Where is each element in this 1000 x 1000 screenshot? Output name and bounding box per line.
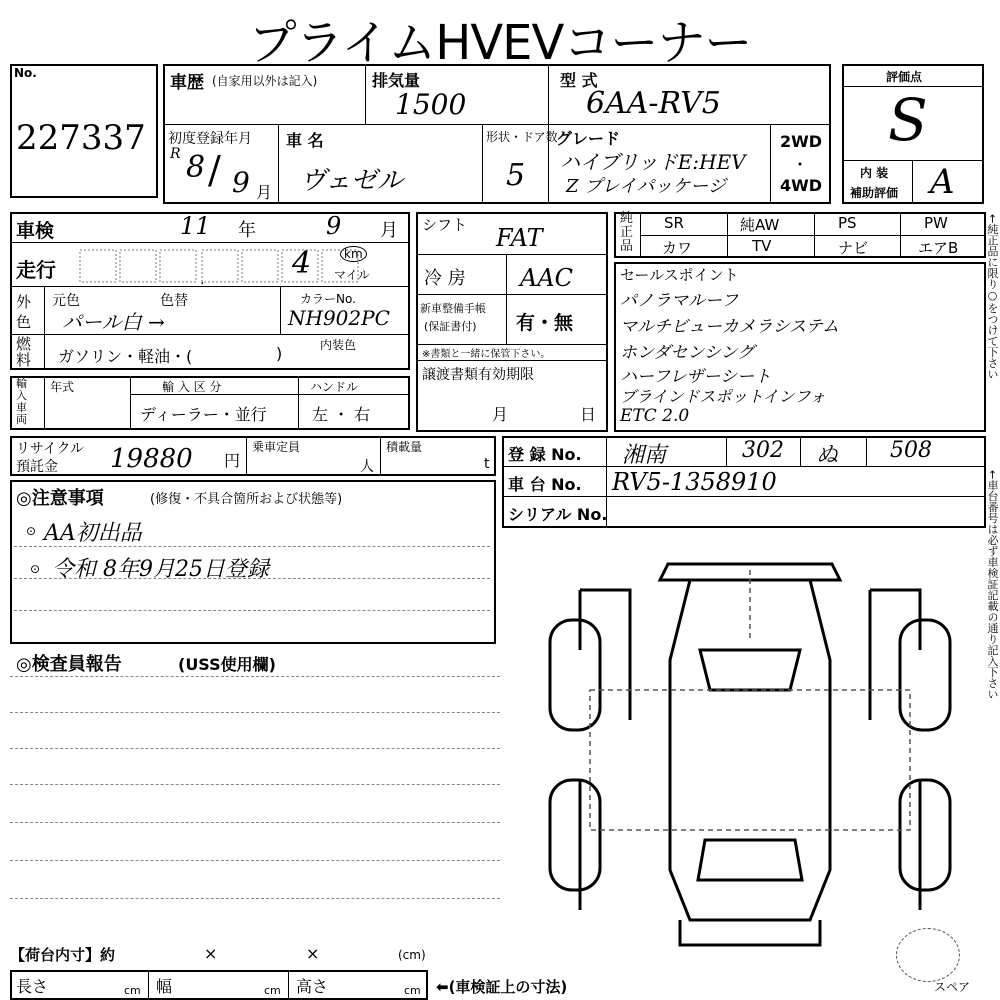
spare-label: スペア (934, 980, 971, 994)
dim-height-label: 高さ (296, 977, 329, 996)
mileage-digit: 4 (292, 246, 312, 281)
lot-number: 227337 (16, 118, 146, 158)
spare-tire-circle (896, 928, 960, 982)
caution-line-2: 令和 8年9月25日登録 (52, 557, 269, 582)
equip-pw: PW (924, 214, 948, 232)
caution-line-1: AA初出品 (44, 521, 142, 546)
handle-label: ハンドル (310, 380, 359, 394)
dim-width-label: 幅 (156, 977, 173, 996)
car-name-label: 車 名 (286, 131, 324, 150)
registration-kana: ぬ (816, 443, 839, 468)
chassis-label: 車 台 No. (508, 475, 582, 494)
sales-point-5: ブラインドスポットインフォ (620, 387, 826, 406)
recycle-value: 19880 (110, 444, 193, 474)
transfer-day: 日 (580, 405, 597, 424)
interior-label-1: 内 装 (860, 166, 889, 180)
recycle-unit: 円 (224, 451, 241, 470)
color-orig-label: 元色 (52, 293, 80, 309)
inspection-year-unit: 年 (238, 220, 256, 241)
drive-2wd: 2WD (780, 132, 823, 151)
recycle-label-2: 預託金 (16, 459, 58, 475)
equip-ps: PS (838, 214, 857, 232)
model-label: 型 式 (560, 71, 598, 90)
fuel-label: 燃料 (16, 335, 32, 369)
dim-length-label: 長さ (16, 977, 49, 996)
displacement-label: 排気量 (372, 71, 421, 90)
fuel-close: ) (276, 344, 283, 363)
sales-point-3: ホンダセンシング (620, 343, 755, 363)
import-class-options: ディーラー・並行 (140, 405, 267, 424)
cargo-unit: (cm) (398, 948, 426, 962)
color-change-label: 色替 (160, 293, 188, 309)
first-reg-year: 8 (186, 150, 206, 185)
inspection-label: 車検 (16, 220, 55, 242)
import-year-label: 年式 (50, 380, 75, 394)
doors-label: 形状・ドア数 (486, 130, 558, 144)
equip-aw: 純AW (740, 216, 780, 234)
transfer-month: 月 (492, 405, 509, 424)
inspection-month-unit: 月 (380, 220, 398, 241)
sales-points-label: セールスポイント (620, 266, 739, 284)
cargo-x2: × (306, 944, 320, 963)
lot-no-label: No. (14, 66, 37, 80)
car-damage-diagram (540, 540, 960, 950)
sales-point-2: マルチビューカメラシステム (620, 317, 839, 337)
aircon-value: AAC (520, 264, 574, 292)
first-reg-label: 初度登録年月 (168, 131, 252, 147)
interior-value: A (930, 162, 955, 202)
color-code-label: カラーNo. (300, 292, 356, 306)
equipment-side-label: 純正品 (620, 211, 634, 254)
manual-note: ※書類と一緒に保管下さい。 (422, 349, 551, 360)
drive-sep: ・ (792, 155, 809, 174)
manual-label-1: 新車整備手帳 (420, 302, 486, 315)
cargo-x1: × (204, 944, 218, 963)
registration-area: 湘南 (622, 443, 667, 468)
car-name-value: ヴェゼル (300, 166, 403, 196)
dim-height-cm: cm (404, 984, 421, 997)
era-mark: R (170, 146, 181, 162)
sales-point-1: パノラマルーフ (620, 291, 739, 311)
chassis-value: RV5-1358910 (612, 468, 777, 496)
capacity-unit: 人 (360, 459, 374, 475)
model-value: 6AA-RV5 (586, 86, 721, 121)
shift-value: FAT (496, 224, 543, 252)
inspector-note: (USS使用欄) (178, 655, 276, 674)
grade-line2: Z プレイパッケージ (566, 176, 726, 197)
equip-tv: TV (752, 237, 772, 255)
color-value: パール白 → (62, 310, 165, 334)
cargo-label: 【荷台内寸】約 (10, 946, 116, 964)
caution-bullet-2: ⊙ (30, 562, 41, 576)
registration-class: 302 (742, 438, 784, 463)
mileage-unit: マイル (334, 268, 370, 282)
mileage-label: 走行 (16, 258, 56, 282)
month-unit: 月 (256, 183, 273, 202)
mileage-km (340, 246, 367, 262)
equip-airbag: エアB (918, 239, 959, 257)
manual-label-2: (保証書付) (424, 320, 477, 333)
side-note-1: ←純正品に限り○をつけて下さい (986, 214, 999, 380)
mileage-km-circled: km (340, 246, 367, 262)
registration-number: 508 (890, 438, 932, 463)
inspector-label: ◎検査員報告 (16, 654, 122, 675)
interior-color-label: 内装色 (320, 338, 357, 352)
load-unit: t (484, 456, 490, 472)
caution-label: ◎注意事項 (16, 488, 104, 509)
caution-bullet-1: ⊙ (26, 524, 37, 538)
manual-options: 有・無 (516, 312, 574, 334)
side-note-2: ←車台番号は必ず車検証記載の通り記入下さい (986, 470, 999, 700)
sales-point-4: ハーフレザーシート (620, 367, 772, 387)
caution-note: (修復・不具合箇所および状態等) (150, 492, 343, 507)
shift-label: シフト (422, 216, 468, 234)
transfer-label: 譲渡書類有効期限 (422, 367, 534, 383)
grade-box-value: S (888, 86, 928, 154)
drive-4wd: 4WD (780, 176, 823, 195)
inspection-year: 11 (180, 212, 211, 240)
fuel-options: ガソリン・軽油・( (58, 347, 193, 366)
color-side-label: 外色 (16, 293, 32, 331)
dimensions-note: ⬅(車検証上の寸法) (436, 978, 568, 996)
interior-label-2: 補助評価 (850, 186, 899, 200)
aircon-label: 冷 房 (424, 268, 466, 289)
dimensions-frame (10, 970, 428, 1000)
color-code: NH902PC (288, 306, 390, 330)
equip-sr: SR (664, 214, 684, 232)
capacity-label: 乗車定員 (252, 440, 301, 454)
history-note: (自家用以外は記入) (212, 74, 318, 88)
inspection-month: 9 (326, 212, 342, 240)
first-reg-slash: / (208, 148, 221, 192)
registration-label: 登 録 No. (508, 445, 582, 464)
grade-label: グレード (556, 129, 621, 148)
import-class-label: 輸 入 区 分 (162, 380, 222, 394)
handle-options: 左 ・ 右 (312, 405, 371, 424)
equip-kawa: カワ (662, 239, 693, 257)
odometer-cells (78, 248, 370, 284)
displacement-value: 1500 (395, 88, 467, 121)
dim-length-cm: cm (124, 984, 141, 997)
page-title: プライムHVEVコーナー (248, 15, 752, 71)
sales-point-6: ETC 2.0 (620, 406, 690, 426)
import-label: 輸入車両 (16, 377, 27, 426)
serial-label: シリアル No. (508, 505, 608, 524)
load-label: 積載量 (386, 440, 423, 454)
history-label: 車歴 (170, 73, 204, 93)
grade-box-label: 評価点 (886, 70, 923, 84)
odometer-dot: . (200, 272, 205, 288)
dim-width-cm: cm (264, 984, 281, 997)
grade-line1: ハイブリッドE:HEV (560, 150, 746, 174)
recycle-label-1: リサイクル (16, 441, 85, 457)
equip-navi: ナビ (838, 239, 869, 257)
first-reg-month: 9 (232, 166, 250, 199)
doors-value: 5 (506, 158, 526, 193)
